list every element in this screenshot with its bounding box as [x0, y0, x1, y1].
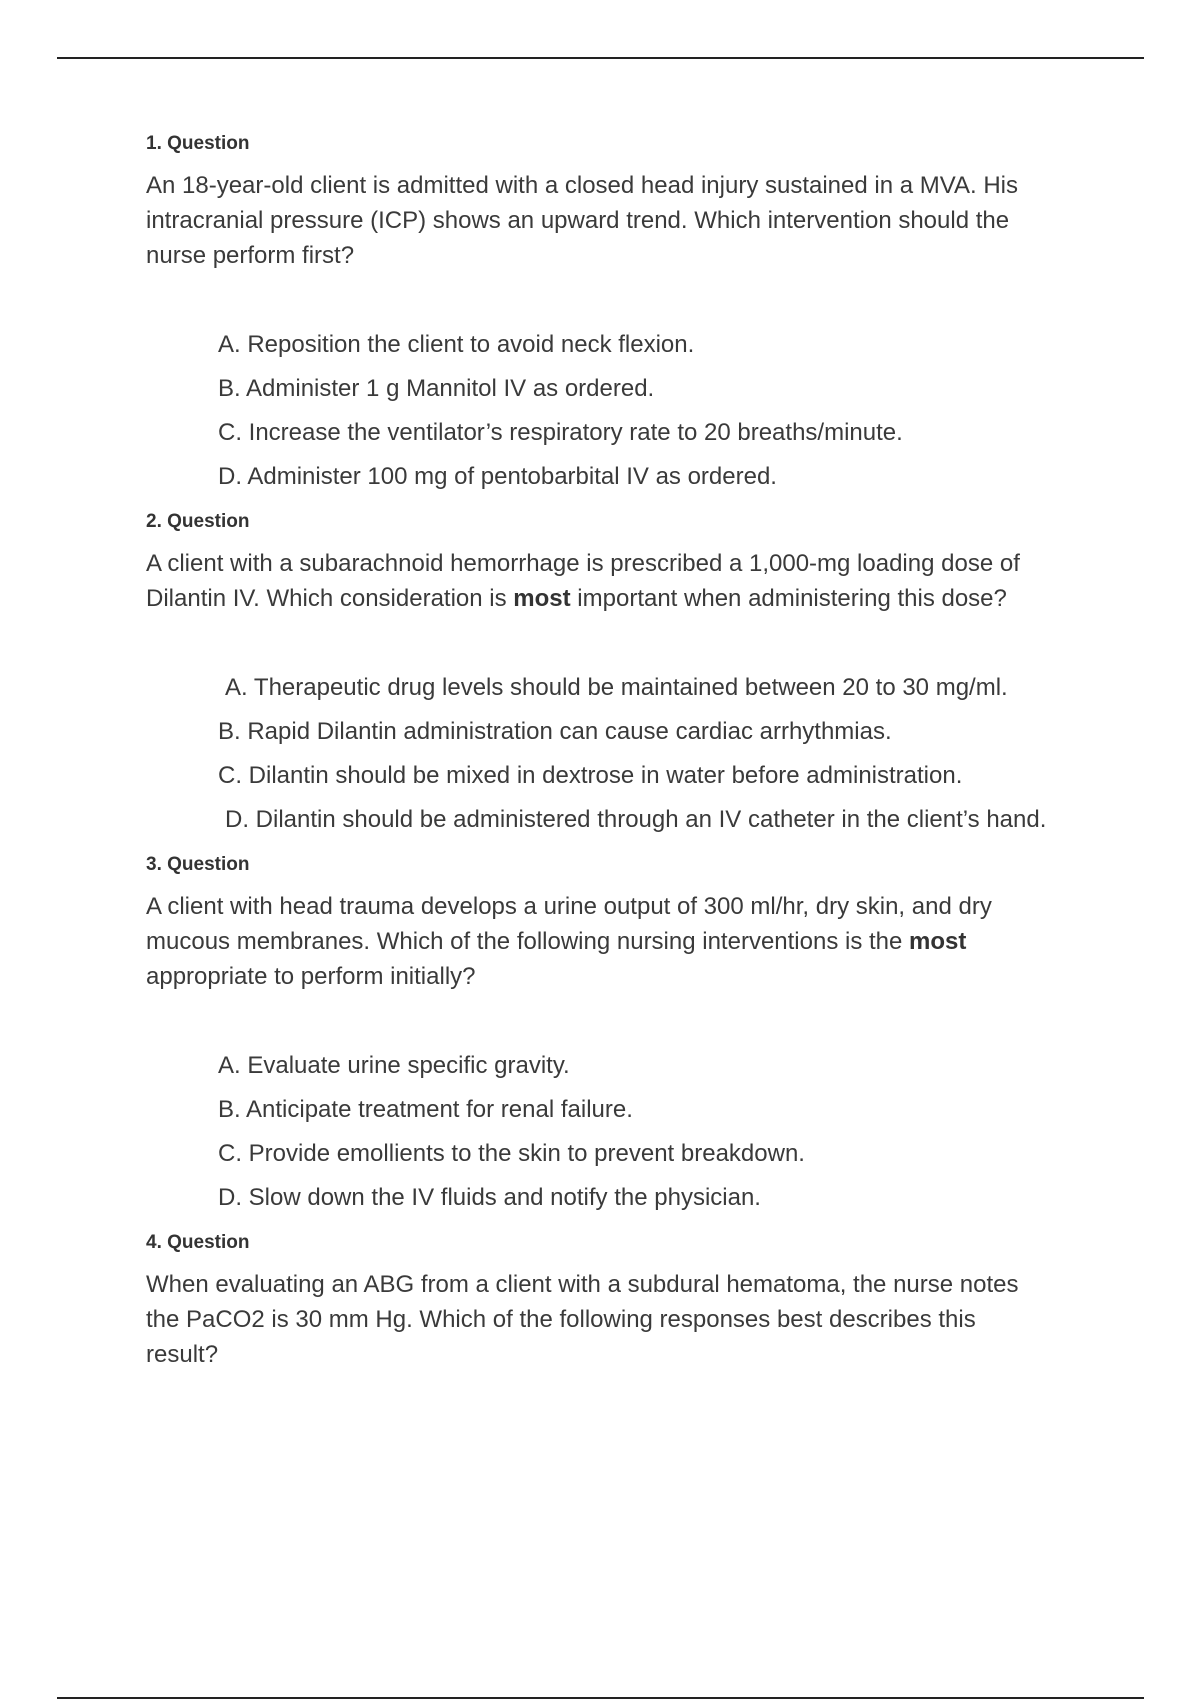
question-text: When evaluating an ABG from a client with a subdural hematoma, the nurse notes the PaCO2 is 30 mm Hg. Which of the following responses best describes this result? [146, 1271, 1019, 1368]
question-text [146, 889, 1046, 994]
answer-options [146, 1048, 1048, 1215]
option-a[interactable]: A. Reposition the client to avoid neck flexion. [218, 331, 695, 358]
answer-options [146, 327, 1048, 494]
question-2 [146, 508, 1046, 837]
question-heading: 2. Question [146, 511, 250, 532]
option-b[interactable]: B. Administer 1 g Mannitol IV as ordered. [218, 375, 655, 402]
top-rule [57, 57, 1144, 59]
question-4 [146, 1229, 1046, 1372]
option-d[interactable]: D. Administer 100 mg of pentobarbital IV as ordered. [218, 463, 777, 490]
option-c[interactable]: C. Provide emollients to the skin to prevent breakdown. [218, 1140, 805, 1167]
question-text-end: important when administering this dose? [570, 585, 1007, 612]
emphasis-most: most [909, 928, 967, 955]
emphasis-most: most [513, 585, 571, 612]
question-heading: 1. Question [146, 133, 250, 154]
question-3 [146, 851, 1046, 1215]
option-b[interactable]: B. Rapid Dilantin administration can cause cardiac arrhythmias. [218, 718, 892, 745]
bottom-rule [57, 1697, 1144, 1699]
question-text [146, 546, 1046, 616]
option-a[interactable]: A. Evaluate urine specific gravity. [218, 1052, 570, 1079]
document-body [146, 130, 1046, 1372]
option-b[interactable]: B. Anticipate treatment for renal failure. [218, 1096, 633, 1123]
option-c[interactable]: C. Increase the ventilator’s respiratory rate to 20 breaths/minute. [218, 419, 903, 446]
answer-options [146, 670, 1048, 837]
question-heading: 3. Question [146, 854, 250, 875]
option-d[interactable]: D. Slow down the IV fluids and notify the physician. [218, 1184, 761, 1211]
option-c[interactable]: C. Dilantin should be mixed in dextrose in water before administration. [218, 762, 963, 789]
question-1 [146, 130, 1046, 494]
option-d[interactable]: D. Dilantin should be administered through an IV catheter in the client’s hand. [225, 806, 1047, 833]
question-text-end: appropriate to perform initially? [146, 963, 476, 990]
question-heading: 4. Question [146, 1232, 250, 1253]
question-text-start: A client with head trauma develops a urine output of 300 ml/hr, dry skin, and dry mucous membranes. Which of the following nursing interventions is the [146, 893, 992, 955]
question-text-start: A client with a subarachnoid hemorrhage is prescribed a 1,000-mg loading dose of Dilantin IV. Which consideration is [146, 550, 1020, 612]
question-text: An 18-year-old client is admitted with a closed head injury sustained in a MVA. His intracranial pressure (ICP) shows an upward trend. Which intervention should the nurse perform first? [146, 172, 1018, 269]
option-a[interactable]: A. Therapeutic drug levels should be maintained between 20 to 30 mg/ml. [225, 674, 1008, 701]
